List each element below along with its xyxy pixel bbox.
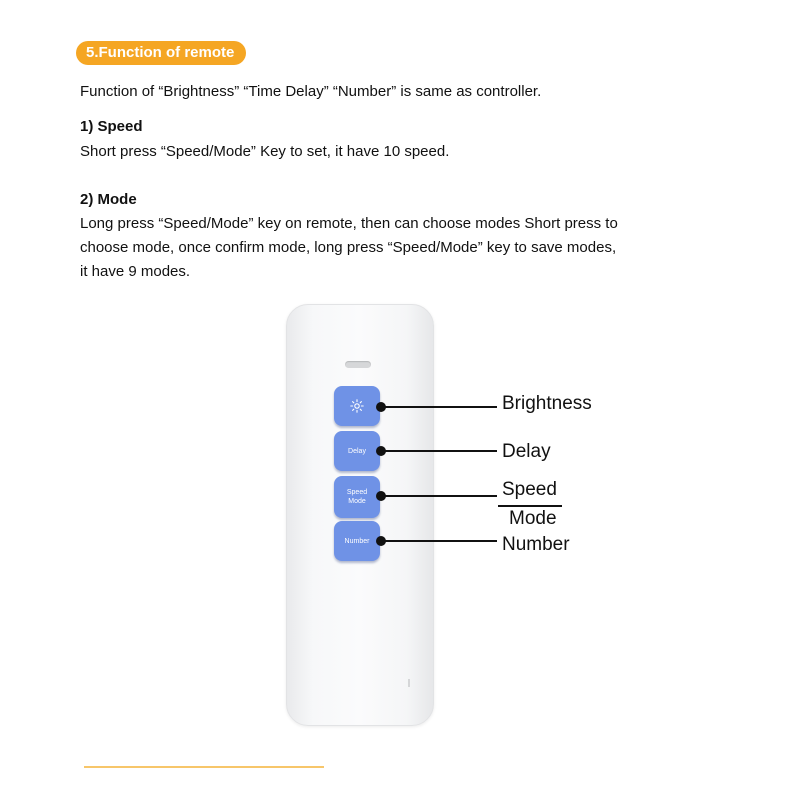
remote-number-label: Number: [344, 537, 370, 545]
remote-mode-label: Mode: [348, 498, 366, 505]
remote-speed-mode-label: [347, 488, 367, 506]
speed-heading: 1) Speed: [80, 118, 143, 135]
number-callout-label: Number: [502, 534, 570, 555]
mode-text-line-2: choose mode, once confirm mode, long press “Speed/Mode” key to save modes,: [80, 239, 617, 256]
speed-mode-callout-line: [381, 495, 497, 497]
sun-icon: [350, 399, 364, 413]
section-title: 5.Function of remote: [76, 41, 246, 65]
speed-callout-label: Speed: [502, 479, 557, 500]
brightness-callout-line: [381, 406, 497, 408]
remote-delay-label: Delay: [348, 447, 366, 455]
mode-callout-label: Mode: [509, 508, 557, 529]
bottom-divider: [84, 766, 324, 768]
remote-number-button[interactable]: [334, 521, 380, 561]
delay-callout-line: [381, 450, 497, 452]
remote-delay-button[interactable]: [334, 431, 380, 471]
remote-seam: [408, 679, 410, 687]
intro-text: Function of “Brightness” “Time Delay” “Number” is same as controller.: [80, 83, 542, 100]
brightness-callout-label: Brightness: [502, 393, 592, 414]
remote-brightness-button[interactable]: [334, 386, 380, 426]
mode-text-line-3: it have 9 modes.: [80, 263, 191, 280]
remote-speed-mode-button[interactable]: [334, 476, 380, 518]
remote-indicator-led: [345, 361, 371, 368]
speed-text: Short press “Speed/Mode” Key to set, it have 10 speed.: [80, 143, 450, 160]
mode-heading: 2) Mode: [80, 191, 137, 208]
number-callout-line: [381, 540, 497, 542]
remote-speed-label: Speed: [346, 489, 368, 496]
mode-text-line-1: Long press “Speed/Mode” key on remote, then can choose modes Short press to: [80, 215, 618, 232]
delay-callout-label: Delay: [502, 441, 551, 462]
speed-mode-divider: [498, 505, 562, 507]
